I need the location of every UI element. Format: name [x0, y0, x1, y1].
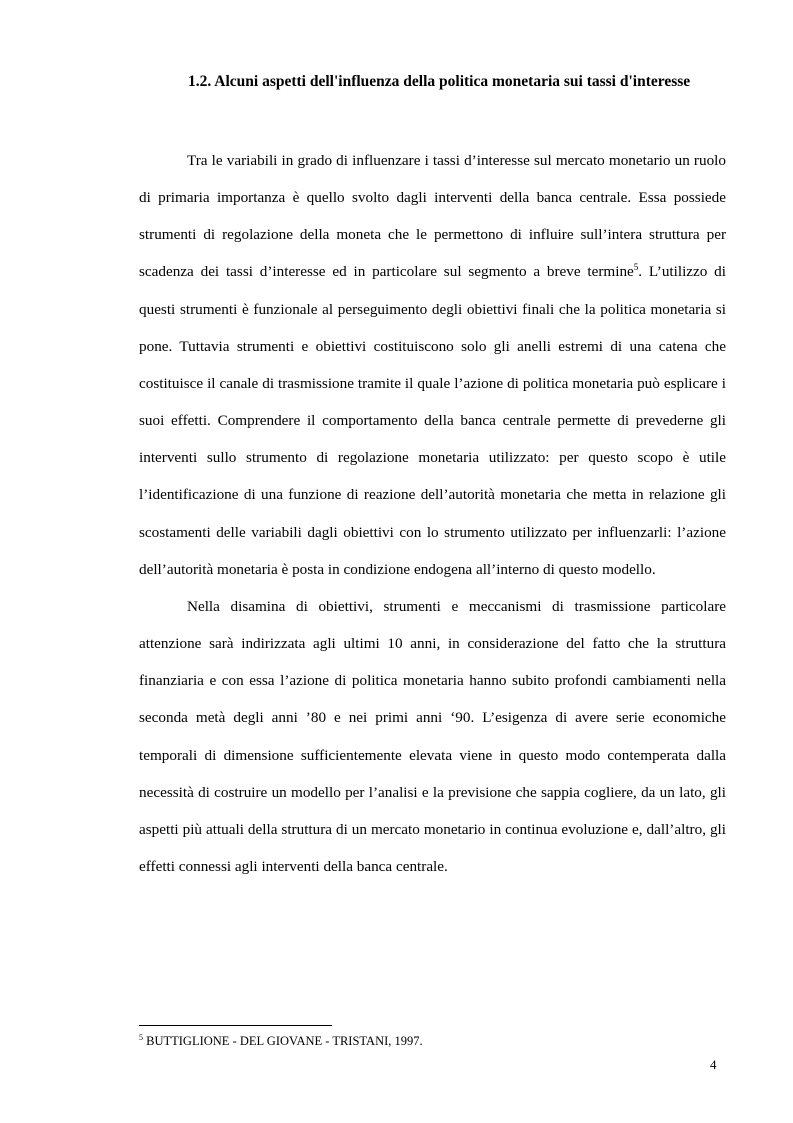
paragraph-1-text-start: Tra le variabili in grado di influenzare i tassi d’interesse sul mercato monetario un ruolo di primaria importanza è quello svolto dagli interventi della banca centrale. Essa possiede strumenti di regolazione della moneta che le permettono di influire sull’intera struttura per scadenza dei tassi d’interesse ed in particolare sul segmento a breve termine [139, 152, 726, 281]
section-title: 1.2. Alcuni aspetti dell'influenza della politica monetaria sui tassi d'interesse [188, 73, 691, 90]
body-text [139, 142, 726, 885]
footnote-separator [139, 1025, 332, 1026]
paragraph-1 [139, 142, 726, 588]
footnote-text: BUTTIGLIONE - DEL GIOVANE - TRISTANI, 1997. [143, 1034, 423, 1048]
footnote-number: 5 [139, 1032, 143, 1042]
paragraph-1-text-end: . L’utilizzo di questi strumenti è funzionale al perseguimento degli obiettivi finali che la politica monetaria si pone. Tuttavia strumenti e obiettivi costituiscono solo gli anelli estremi di una catena che costituisce il canale di trasmissione tramite il quale l’azione di politica monetaria può esplicare i suoi effetti. Comprendere il comportamento della banca centrale permette di prevederne gli interventi sullo strumento di regolazione monetaria utilizzato: per questo scopo è utile l’identificazione di una funzione di reazione dell’autorità monetaria che metta in relazione gli scostamenti delle variabili dagli obiettivi con lo strumento utilizzato per influenzarli: l’azione dell’autorità monetaria è posta in condizione endogena all’interno di questo modello. [139, 263, 726, 578]
page-number: 4 [710, 1057, 717, 1072]
footnote-reference: 5 [633, 262, 639, 273]
footnote [139, 1033, 423, 1049]
paragraph-2: Nella disamina di obiettivi, strumenti e meccanismi di trasmissione particolare attenzione sarà indirizzata agli ultimi 10 anni, in considerazione del fatto che la struttura finanziaria e con essa l’azione di politica monetaria hanno subito profondi cambiamenti nella seconda metà degli anni ’80 e nei primi anni ‘90. L’esigenza di avere serie economiche temporali di dimensione sufficientemente elevata viene in questo modo contemperata dalla necessità di costruire un modello per l’analisi e la previsione che sappia cogliere, da un lato, gli aspetti più attuali della struttura di un mercato monetario in continua evoluzione e, dall’altro, gli effetti connessi agli interventi della banca centrale. [139, 597, 726, 875]
